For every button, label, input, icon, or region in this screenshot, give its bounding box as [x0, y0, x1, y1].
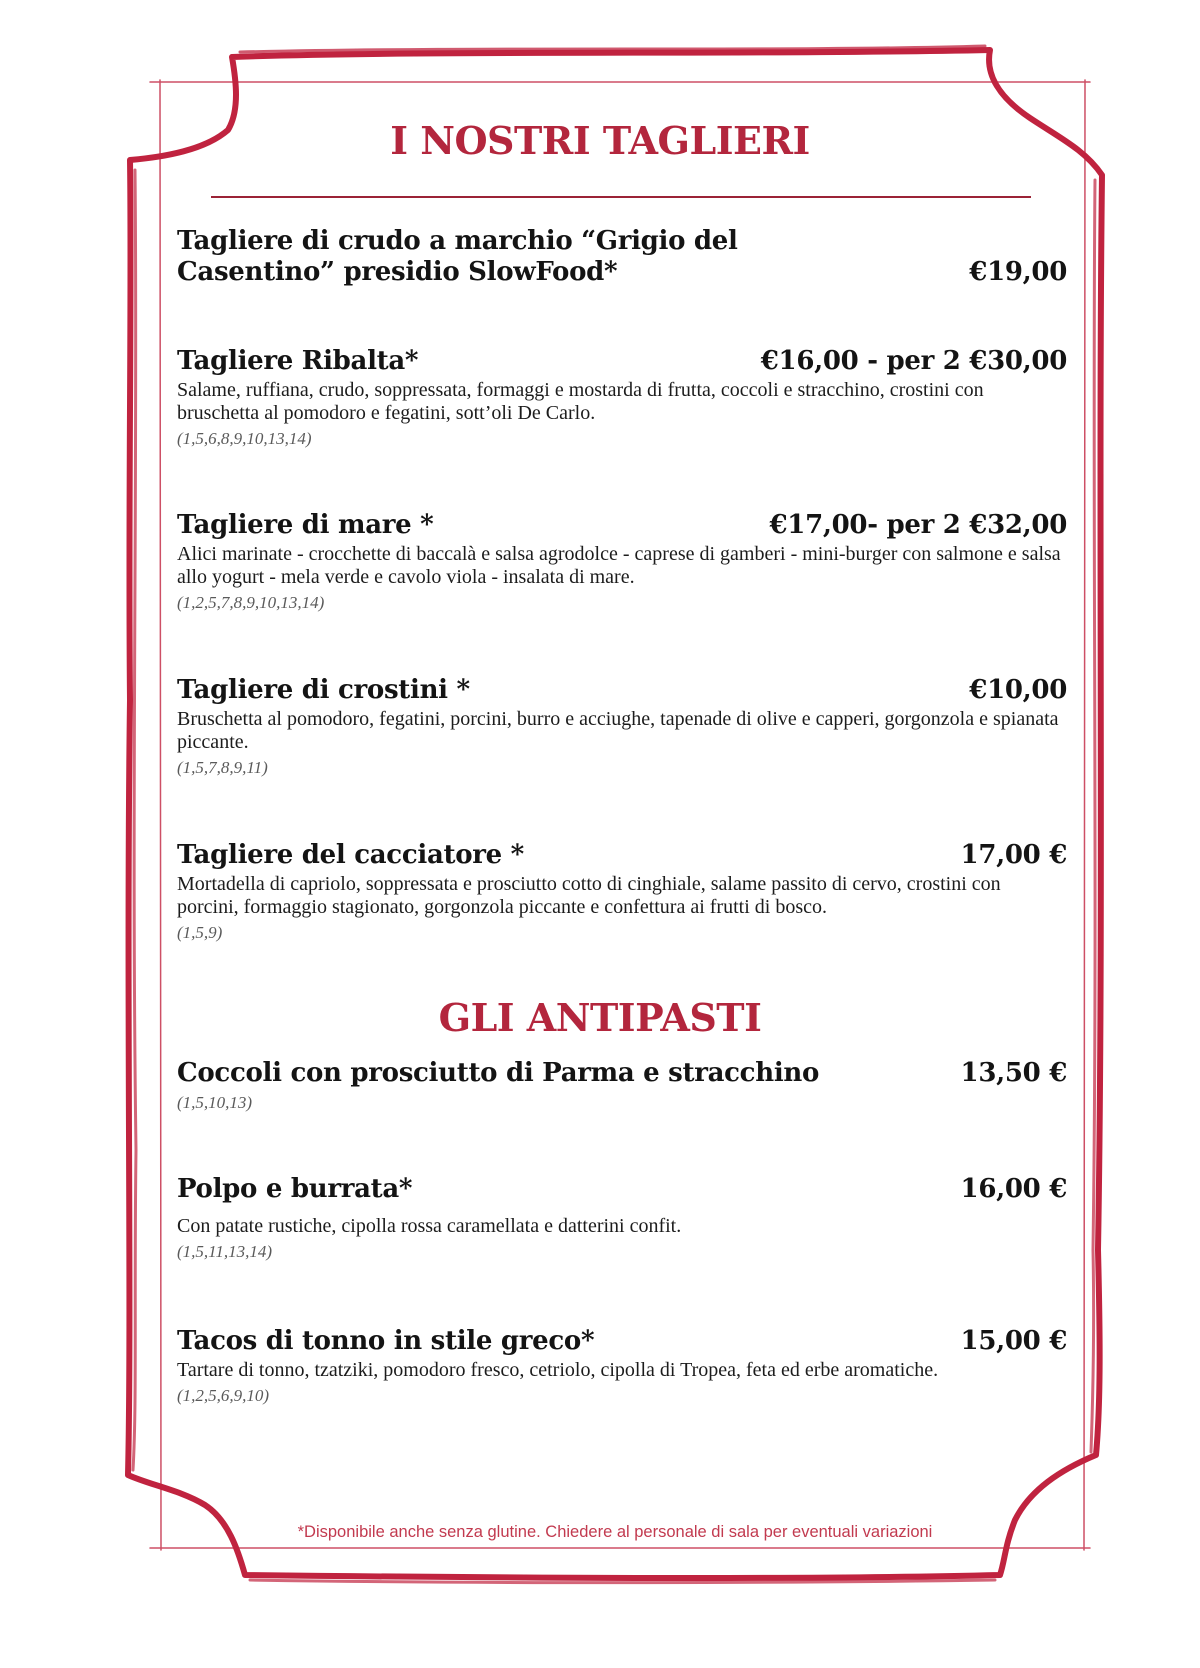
item-name: Polpo e burrata* — [177, 1174, 413, 1204]
menu-item-polpo-burrata — [177, 1174, 1067, 1262]
item-price: €19,00 — [969, 257, 1067, 287]
title-divider — [211, 196, 1031, 198]
item-name: Tagliere del cacciatore * — [177, 840, 524, 870]
item-price: 16,00 € — [960, 1174, 1067, 1204]
item-price: 17,00 € — [960, 840, 1067, 870]
menu-item-tagliere-cacciatore — [177, 840, 1067, 943]
item-allergens: (1,2,5,6,9,10) — [177, 1386, 270, 1405]
menu-item-tagliere-mare — [177, 510, 1067, 613]
item-description: Salame, ruffiana, crudo, soppressata, formaggi e mostarda di frutta, coccoli e stracchino, crostini con bruschetta al pomodoro e fegatini, sott’oli De Carlo. — [177, 379, 984, 424]
item-price: 13,50 € — [960, 1058, 1067, 1088]
item-description: Tartare di tonno, tzatziki, pomodoro fresco, cetriolo, cipolla di Tropea, feta ed erbe aromatiche. — [177, 1359, 939, 1381]
item-description: Alici marinate - crocchette di baccalà e salsa agrodolce - caprese di gamberi - mini-burger con salmone e salsa allo yogurt - mela verde e cavolo viola - insalata di mare. — [177, 543, 1061, 588]
menu-item-tagliere-crostini — [177, 675, 1067, 778]
item-price: 15,00 € — [960, 1326, 1067, 1356]
item-allergens: (1,2,5,7,8,9,10,13,14) — [177, 593, 325, 612]
menu-item-tacos-tonno — [177, 1326, 1067, 1406]
section-title-antipasti: GLI ANTIPASTI — [438, 995, 762, 1040]
item-price: €16,00 - per 2 €30,00 — [760, 346, 1067, 376]
gluten-free-footnote: *Disponibile anche senza glutine. Chiedere al personale di sala per eventuali variazioni — [297, 1523, 933, 1541]
item-name: Tagliere di crudo a marchio “Grigio del Casentino” presidio SlowFood* — [177, 226, 738, 287]
item-description: Con patate rustiche, cipolla rossa caramellata e datterini confit. — [177, 1215, 682, 1237]
item-name: Tagliere di mare * — [177, 510, 434, 540]
item-price: €10,00 — [969, 675, 1067, 705]
item-name: Tacos di tonno in stile greco* — [177, 1326, 595, 1356]
item-description: Mortadella di capriolo, soppressata e prosciutto cotto di cinghiale, salame passito di cervo, crostini con porcini, formaggio stagionato, gorgonzola piccante e confettura ai frutti di bosco. — [177, 873, 1001, 918]
item-name: Tagliere Ribalta* — [177, 346, 419, 376]
item-allergens: (1,5,6,8,9,10,13,14) — [177, 429, 312, 448]
item-description: Bruschetta al pomodoro, fegatini, porcini, burro e acciughe, tapenade di olive e capperi, gorgonzola e spianata piccante. — [177, 708, 1059, 753]
item-name: Coccoli con prosciutto di Parma e stracchino — [177, 1058, 820, 1088]
item-allergens: (1,5,9) — [177, 923, 223, 942]
item-allergens: (1,5,7,8,9,11) — [177, 758, 268, 777]
menu-item-tagliere-ribalta — [177, 346, 1067, 449]
menu-item-coccoli — [177, 1058, 1067, 1113]
section-title-taglieri: I NOSTRI TAGLIERI — [390, 118, 810, 163]
item-name: Tagliere di crostini * — [177, 675, 470, 705]
item-price: €17,00- per 2 €32,00 — [769, 510, 1067, 540]
item-allergens: (1,5,10,13) — [177, 1093, 253, 1112]
menu-item-tagliere-crudo — [177, 226, 1067, 288]
item-allergens: (1,5,11,13,14) — [177, 1242, 273, 1261]
